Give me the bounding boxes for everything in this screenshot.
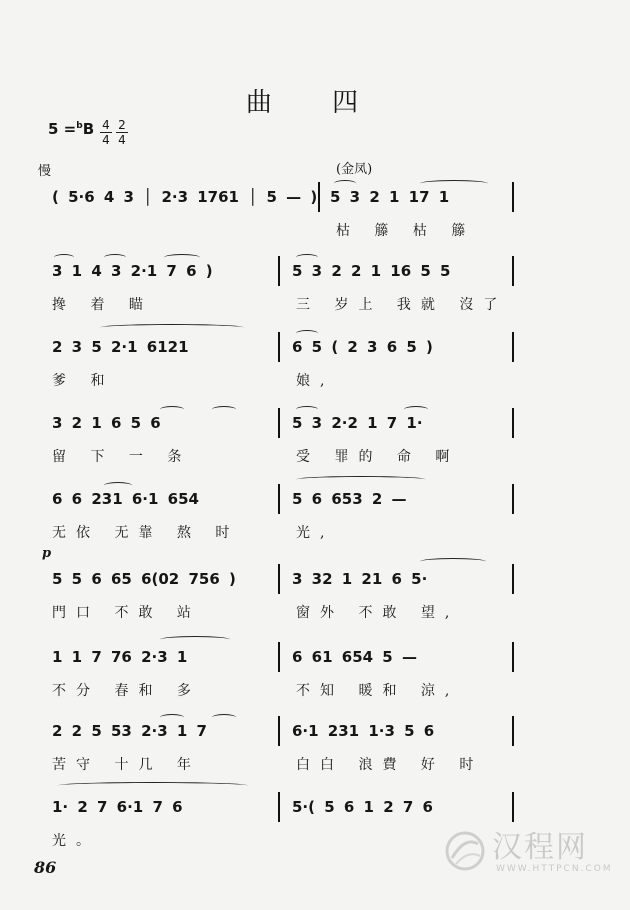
notes-left: 3 1 4 3 2·1 7 6 ) (52, 262, 213, 280)
watermark-text: 汉程网 (492, 830, 588, 865)
slur (160, 636, 230, 643)
system-6 (0, 560, 630, 630)
barline (278, 408, 280, 438)
barline (512, 408, 514, 438)
barline (512, 484, 514, 514)
notes-left: 2 3 5 2·1 6121 (52, 338, 189, 356)
meter-2-top: 2 (118, 118, 126, 132)
system-2 (0, 252, 630, 322)
key-prefix: 5 = (48, 120, 77, 138)
slur (212, 406, 236, 413)
slur (160, 406, 184, 413)
notes-left: 1 1 7 76 2·3 1 (52, 648, 188, 666)
key-note: B (82, 120, 95, 138)
watermark-logo-icon (442, 828, 488, 874)
barline (278, 716, 280, 746)
notes-right: 5 6 653 2 — (292, 490, 407, 508)
slur (420, 180, 488, 187)
meter-1-bottom: 4 (100, 132, 112, 147)
lyrics-left: 門口 不敢 站 (52, 605, 201, 621)
barline (278, 256, 280, 286)
system-3 (0, 328, 630, 398)
lyrics-left: 光。 (52, 833, 100, 849)
key-flat: b (76, 121, 83, 131)
notes-left: 5 5 6 65 6(02 756 ) (52, 570, 236, 588)
lyrics-right: 三 岁上 我就 沒了 (296, 297, 508, 313)
meter-1-top: 4 (102, 118, 110, 132)
lyrics-right: 娘, (296, 373, 335, 389)
notes-left: 3 2 1 6 5 6 (52, 414, 161, 432)
lyrics-right: 光, (296, 525, 335, 541)
lyrics-left: 搀 着 瞄 (52, 297, 153, 313)
notes-left: 1· 2 7 6·1 7 6 (52, 798, 183, 816)
notes-right: 5·( 5 6 1 2 7 6 (292, 798, 433, 816)
system-1 (0, 178, 630, 248)
slur (160, 714, 184, 721)
barline (512, 564, 514, 594)
slur (296, 406, 318, 413)
notes-left: 6 6 231 6·1 654 (52, 490, 199, 508)
system-4 (0, 404, 630, 474)
lyrics-left: 爹 和 (52, 373, 115, 389)
system-5 (0, 480, 630, 550)
slur (420, 558, 486, 565)
lyrics-left: 苦守 十几 年 (52, 757, 201, 773)
barline (512, 182, 514, 212)
barline (278, 484, 280, 514)
barline (278, 642, 280, 672)
notes-left: 2 2 5 53 2·3 1 7 (52, 722, 207, 740)
lyrics-right: 受 罪的 命 啊 (296, 449, 460, 465)
slur (54, 254, 74, 261)
dynamic-marking: p (42, 546, 52, 561)
barline (512, 716, 514, 746)
lyrics-right: 白白 浪費 好 时 (296, 757, 484, 773)
slur (404, 406, 428, 413)
lyrics-left: 无依 无靠 熬 时 (52, 525, 240, 541)
slur (100, 324, 244, 331)
slur (164, 254, 200, 261)
lyrics-right: 窗外 不敢 望, (296, 605, 460, 621)
notes-right: 5 3 2 2 1 16 5 5 (292, 262, 451, 280)
key-signature (48, 120, 94, 138)
notes-right: 6·1 231 1·3 5 6 (292, 722, 435, 740)
meter-2 (116, 118, 128, 147)
meter-2-bottom: 4 (116, 132, 128, 147)
barline (318, 182, 320, 212)
page-title: 曲 四 (245, 88, 385, 118)
lyrics-right: 枯 籐 枯 籐 (336, 223, 476, 239)
slur (104, 482, 132, 489)
system-7 (0, 638, 630, 708)
slur (58, 782, 248, 789)
notes-right: 6 61 654 5 — (292, 648, 417, 666)
barline (278, 332, 280, 362)
system-8 (0, 712, 630, 782)
lyrics-left: 留 下 一 条 (52, 449, 192, 465)
barline (278, 564, 280, 594)
barline (278, 792, 280, 822)
lyrics-right: 不知 暖和 涼, (296, 683, 460, 699)
slur (296, 330, 318, 337)
lyrics-left: 不分 春和 多 (52, 683, 201, 699)
notes-right: 5 3 2 1 17 1 (330, 188, 450, 206)
notes-right: 3 32 1 21 6 5· (292, 570, 428, 588)
barline (512, 642, 514, 672)
barline (512, 332, 514, 362)
slur (296, 254, 318, 261)
watermark-url: WWW.HTTPCN.COM (496, 864, 613, 874)
notes-right: 6 5 ( 2 3 6 5 ) (292, 338, 433, 356)
notes-right: 5 3 2·2 1 7 1· (292, 414, 423, 432)
slur (334, 180, 356, 187)
barline (512, 792, 514, 822)
tempo-marking: 慢 (38, 164, 52, 179)
watermark (438, 822, 618, 892)
slur (296, 476, 426, 483)
slur (104, 254, 126, 261)
page-number: 86 (34, 858, 57, 877)
meter-1 (100, 118, 112, 147)
slur (212, 714, 236, 721)
role-label: (金凤) (336, 162, 373, 177)
notes-left: ( 5·6 4 3 │ 2·3 1761 │ 5 — ) (52, 188, 318, 206)
barline (512, 256, 514, 286)
